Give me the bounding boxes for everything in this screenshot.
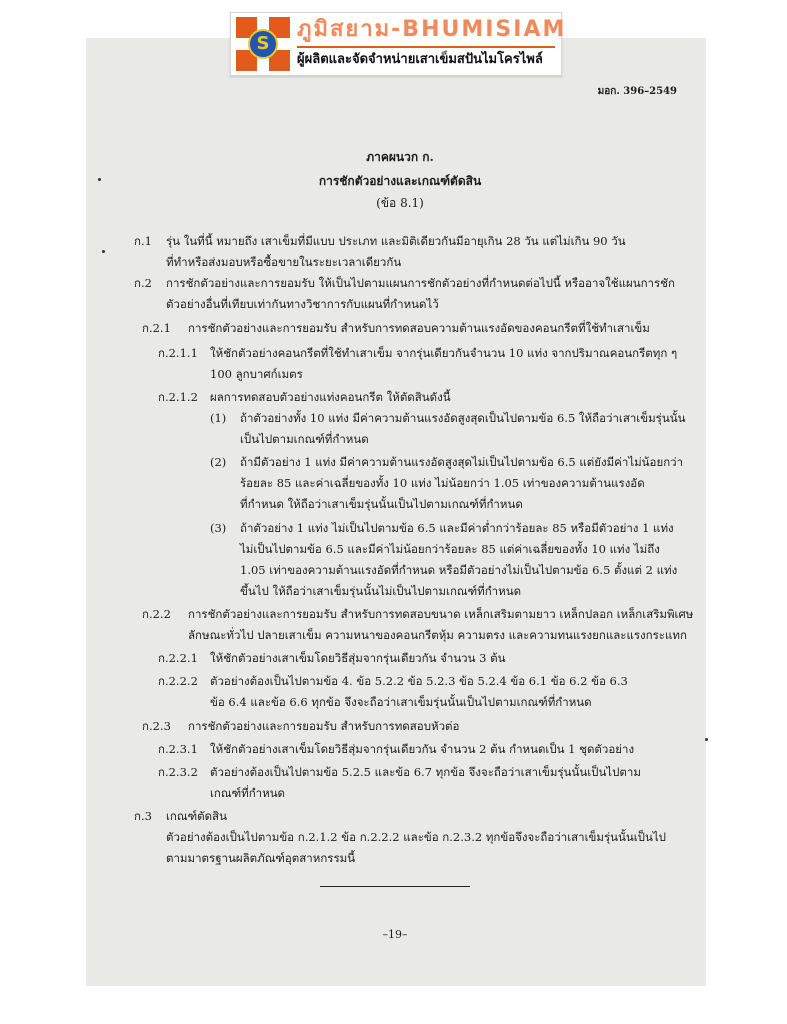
bhumisiam-logo-icon: S	[236, 17, 290, 71]
clause-text: ตัวอย่างต้องเป็นไปตามข้อ 4. ข้อ 5.2.2 ข้อ 5.2.3 ข้อ 5.2.4 ข้อ 6.1 ข้อ 6.2 ข้อ 6.3	[210, 674, 628, 688]
clause-label: (3)	[210, 521, 227, 535]
clause-text: เป็นไปตามเกณฑ์ที่กำหนด	[240, 432, 369, 446]
brand-name: ภูมิสยาม-BHUMISIAM	[297, 17, 567, 42]
clause-text: ตัวอย่างอื่นที่เทียบเท่ากันทางวิชาการกับแผนที่กำหนดไว้	[166, 297, 439, 311]
clause-text: ผลการทดสอบตัวอย่างแท่งคอนกรีต ให้ตัดสินดังนี้	[210, 390, 451, 404]
clause-text: เกณฑ์ตัดสิน	[166, 809, 227, 823]
clause-text: รุ่น ในที่นี้ หมายถึง เสาเข็มที่มีแบบ ประเภท และมิติเดียวกันมีอายุเกิน 28 วัน แต่ไม่เกิน 90 วัน	[166, 234, 626, 248]
clause-text: ร้อยละ 85 และค่าเฉลี่ยของทั้ง 10 แท่ง ไม่น้อยกว่า 1.05 เท่าของความต้านแรงอัด	[240, 476, 645, 490]
clause-text: ข้อ 6.4 และข้อ 6.6 ทุกข้อ จึงจะถือว่าเสาเข็มรุ่นนั้นเป็นไปตามเกณฑ์ที่กำหนด	[210, 695, 592, 709]
clause-text: ตามมาตรฐานผลิตภัณฑ์อุตสาหกรรมนี้	[166, 851, 356, 865]
page-number: –19–	[382, 928, 408, 941]
appendix-subtitle: การชักตัวอย่างและเกณฑ์ตัดสิน	[318, 174, 482, 188]
clause-text: ถ้าตัวอย่างทั้ง 10 แท่ง มีค่าความต้านแรงอัดสูงสุดเป็นไปตามข้อ 6.5 ให้ถือว่าเสาเข็มรุ่นนั้น	[240, 411, 686, 425]
clause-text: 100 ลูกบาศก์เมตร	[210, 367, 303, 381]
clause-label: ก.2.1.2	[158, 390, 198, 404]
clause-text: 1.05 เท่าของความต้านแรงอัดที่กำหนด หรือมีตัวอย่างไม่เป็นไปตามข้อ 6.5 ตั้งแต่ 2 แท่ง	[240, 563, 678, 577]
clause-label: ก.2.2.1	[158, 651, 198, 665]
clause-text: ตัวอย่างต้องเป็นไปตามข้อ ก.2.1.2 ข้อ ก.2.2.2 และข้อ ก.2.3.2 ทุกข้อจึงจะถือว่าเสาเข็มรุ่นนั้นเป็นไป	[166, 830, 666, 844]
clause-label: ก.2.3.2	[158, 765, 198, 779]
appendix-title: ภาคผนวก ก.	[366, 150, 434, 164]
clause-text: ให้ชักตัวอย่างเสาเข็มโดยวิธีสุ่มจากรุ่นเดียวกัน จำนวน 3 ต้น	[210, 651, 506, 665]
clause-text: ที่ทำหรือส่งมอบหรือซื้อขายในระยะเวลาเดียวกัน	[166, 255, 402, 269]
clause-label: ก.2.3	[142, 719, 171, 733]
scan-speck	[705, 738, 708, 741]
clause-label: (2)	[210, 455, 227, 469]
clause-text: ถ้ามีตัวอย่าง 1 แท่ง มีค่าความต้านแรงอัดสูงสุดไม่เป็นไปตามข้อ 6.5 แต่ยังมีค่าไม่น้อยกว่า	[240, 455, 684, 469]
clause-text: การชักตัวอย่างและการยอมรับ สำหรับการทดสอบความต้านแรงอัดของคอนกรีตที่ใช้ทำเสาเข็ม	[188, 321, 650, 335]
clause-text: การชักตัวอย่างและการยอมรับ ให้เป็นไปตามแผนการชักตัวอย่างที่กำหนดต่อไปนี้ หรืออาจใช้แผนการชัก	[166, 276, 675, 290]
clause-text: เกณฑ์ที่กำหนด	[210, 786, 286, 800]
clause-text: ให้ชักตัวอย่างคอนกรีตที่ใช้ทำเสาเข็ม จากรุ่นเดียวกันจำนวน 10 แท่ง จากปริมาณคอนกรีตทุก ๆ	[210, 346, 678, 360]
clause-label: ก.3	[134, 809, 152, 823]
clause-label: ก.2	[134, 276, 152, 290]
clause-text: ตัวอย่างต้องเป็นไปตามข้อ 5.2.5 และข้อ 6.7 ทุกข้อ จึงจะถือว่าเสาเข็มรุ่นนั้นเป็นไปตาม	[210, 765, 641, 779]
scan-speck	[98, 178, 101, 181]
clause-label: ก.2.3.1	[158, 742, 198, 756]
clause-reference: (ข้อ 8.1)	[376, 196, 424, 210]
scan-speck	[102, 250, 105, 253]
clause-text: ให้ชักตัวอย่างเสาเข็มโดยวิธีสุ่มจากรุ่นเดียวกัน จำนวน 2 ต้น กำหนดเป็น 1 ชุดตัวอย่าง	[210, 742, 635, 756]
standard-number: มอก. 396–2549	[597, 86, 677, 97]
clause-label: ก.1	[134, 234, 152, 248]
clause-text: ที่กำหนด ให้ถือว่าเสาเข็มรุ่นนั้นเป็นไปตามเกณฑ์ที่กำหนด	[240, 497, 523, 511]
clause-text: ขึ้นไป ให้ถือว่าเสาเข็มรุ่นนั้นไม่เป็นไปตามเกณฑ์ที่กำหนด	[240, 584, 522, 598]
clause-text: ไม่เป็นไปตามข้อ 6.5 และมีค่าไม่น้อยกว่าร้อยละ 85 แต่ค่าเฉลี่ยของทั้ง 10 แท่ง ไม่ถึง	[240, 542, 660, 556]
clause-text: ถ้าตัวอย่าง 1 แท่ง ไม่เป็นไปตามข้อ 6.5 และมีค่าต่ำกว่าร้อยละ 85 หรือมีตัวอย่าง 1 แท่ง	[240, 521, 674, 535]
clause-label: ก.2.2	[142, 607, 171, 621]
brand-divider	[297, 46, 555, 48]
footer-rule	[320, 886, 470, 887]
clause-label: ก.2.2.2	[158, 674, 198, 688]
clause-text: การชักตัวอย่างและการยอมรับ สำหรับการทดสอบขนาด เหล็กเสริมตามยาว เหล็กปลอก เหล็กเสริมพิเศษ	[188, 607, 694, 621]
brand-tagline: ผู้ผลิตและจัดจำหน่ายเสาเข็มสปันไมโครไพล์	[297, 52, 543, 67]
clause-label: (1)	[210, 411, 227, 425]
brand-banner	[230, 12, 567, 76]
clause-label: ก.2.1	[142, 321, 171, 335]
clause-text: การชักตัวอย่างและการยอมรับ สำหรับการทดสอบหัวต่อ	[188, 719, 460, 733]
clause-text: ลักษณะทั่วไป ปลายเสาเข็ม ความหนาของคอนกรีตหุ้ม ความตรง และความทนแรงยกและแรงกระแทก	[188, 628, 687, 642]
clause-label: ก.2.1.1	[158, 346, 198, 360]
